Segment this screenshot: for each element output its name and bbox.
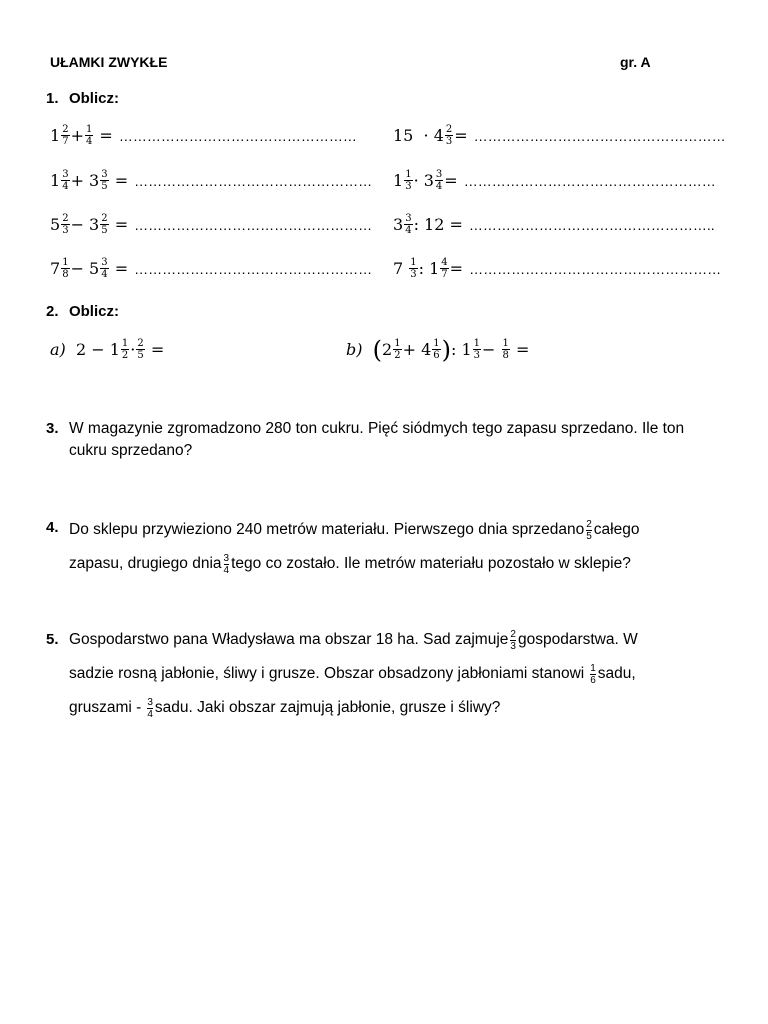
expression-1-3: 1 $\frac{3}{4}$ + 3 $\frac{3}{5}$ = …………………………………………… <box>50 169 373 192</box>
expression-1-8: 7 $\frac{1}{3}$ : 1 $\frac{4}{7}$ = ……………………………………………… <box>393 257 722 280</box>
task-5-text-part: sadzie rosną jabłonie, śliwy i grusze. Obszar obsadzony jabłoniami stanowi <box>69 665 585 682</box>
task-2-title: Oblicz: <box>68 303 119 320</box>
expression-1-7: 7 $\frac{1}{8}$ − 5 $\frac{3}{4}$ = …………………………………………… <box>50 257 373 280</box>
task-3-line-1: W magazynie zgromadzono 280 ton cukru. Pięć siódmych tego zapasu sprzedano. Ile ton <box>69 420 685 437</box>
task-1-title: Oblicz: <box>68 90 119 107</box>
expression-1-6: 3 $\frac{3}{4}$ : 12 = …………………………………………….. <box>393 213 715 236</box>
task-1-number: 1. <box>46 90 59 107</box>
task-5-line-3 <box>69 691 739 725</box>
fraction-two-thirds: $\frac{2}{3}$ <box>510 628 516 652</box>
task-5-text-part: gospodarstwa. W <box>517 631 638 648</box>
task-3-number: 3. <box>46 420 59 437</box>
expression-1-5: 5 $\frac{2}{3}$ − 3 $\frac{2}{5}$ = …………………………………………… <box>50 213 373 236</box>
task-5-text-part: sadu. Jaki obszar zajmują jabłonie, grusze i śliwy? <box>154 699 501 716</box>
group-label: gr. A <box>620 54 651 70</box>
label-b: b) <box>346 340 363 359</box>
answer-blank: …………………………………………… <box>134 216 373 233</box>
label-a: a) <box>50 340 66 359</box>
task-5-text-part: sadu, <box>597 665 636 682</box>
fraction-one-sixth: $\frac{1}{6}$ <box>590 662 596 686</box>
task-5-line-1 <box>69 623 739 657</box>
task-1-heading <box>46 90 119 108</box>
task-3-text <box>69 418 739 462</box>
answer-blank: ……………………………………………… <box>469 260 722 277</box>
expression-2a: a) 2 − 1 $\frac{1}{2}$ · $\frac{2}{5}$ = <box>50 338 165 361</box>
task-4-number: 4. <box>46 519 59 536</box>
task-4-text-part: całego <box>593 521 640 538</box>
answer-blank: …………………………………………… <box>134 172 373 189</box>
task-5-text-part: gruszami - <box>69 699 142 716</box>
fraction-three-quarters: $\frac{3}{4}$ <box>147 696 153 720</box>
answer-blank: ……………………………………………… <box>473 127 726 144</box>
task-5-text-part: Gospodarstwo pana Władysława ma obszar 18 ha. Sad zajmuje <box>69 631 509 648</box>
task-4-line-1 <box>69 513 739 547</box>
task-4-line-2 <box>69 547 739 581</box>
answer-blank: ……………………………………………… <box>463 172 716 189</box>
fraction-two-fifths: $\frac{2}{5}$ <box>586 518 592 542</box>
task-4-text <box>69 513 739 581</box>
task-2-heading <box>46 303 119 321</box>
task-5-text <box>69 623 739 725</box>
task-4-text-part: tego co zostało. Ile metrów materiału pozostało w sklepie? <box>231 555 631 572</box>
task-5-number: 5. <box>46 631 59 648</box>
fraction-three-quarters: $\frac{3}{4}$ <box>223 552 230 576</box>
task-3-line-2: cukru sprzedano? <box>69 442 193 459</box>
task-2-number: 2. <box>46 303 59 320</box>
expression-1-1: 1 $\frac{2}{7}$ + $\frac{1}{4}$ = …………………………………………… <box>50 124 357 147</box>
worksheet-title: UŁAMKI ZWYKŁE <box>50 54 168 70</box>
task-4-text-part: Do sklepu przywieziono 240 metrów materiału. Pierwszego dnia sprzedano <box>69 521 585 538</box>
expression-2b: b) ( 2 $\frac{1}{2}$ + 4 $\frac{1}{6}$ ) : 1 $\frac{1}{3}$ − $\frac{1}{8}$ = <box>346 335 530 364</box>
expression-1-4: 1 $\frac{1}{3}$ · 3 $\frac{3}{4}$ = ……………………………………………… <box>393 169 716 192</box>
expression-1-2: 15 · 4 $\frac{2}{3}$ = ……………………………………………… <box>393 124 726 147</box>
answer-blank: …………………………………………….. <box>468 216 715 233</box>
answer-blank: …………………………………………… <box>134 260 373 277</box>
task-5-line-2 <box>69 657 739 691</box>
task-4-text-part: zapasu, drugiego dnia <box>69 555 222 572</box>
answer-blank: …………………………………………… <box>118 127 357 144</box>
